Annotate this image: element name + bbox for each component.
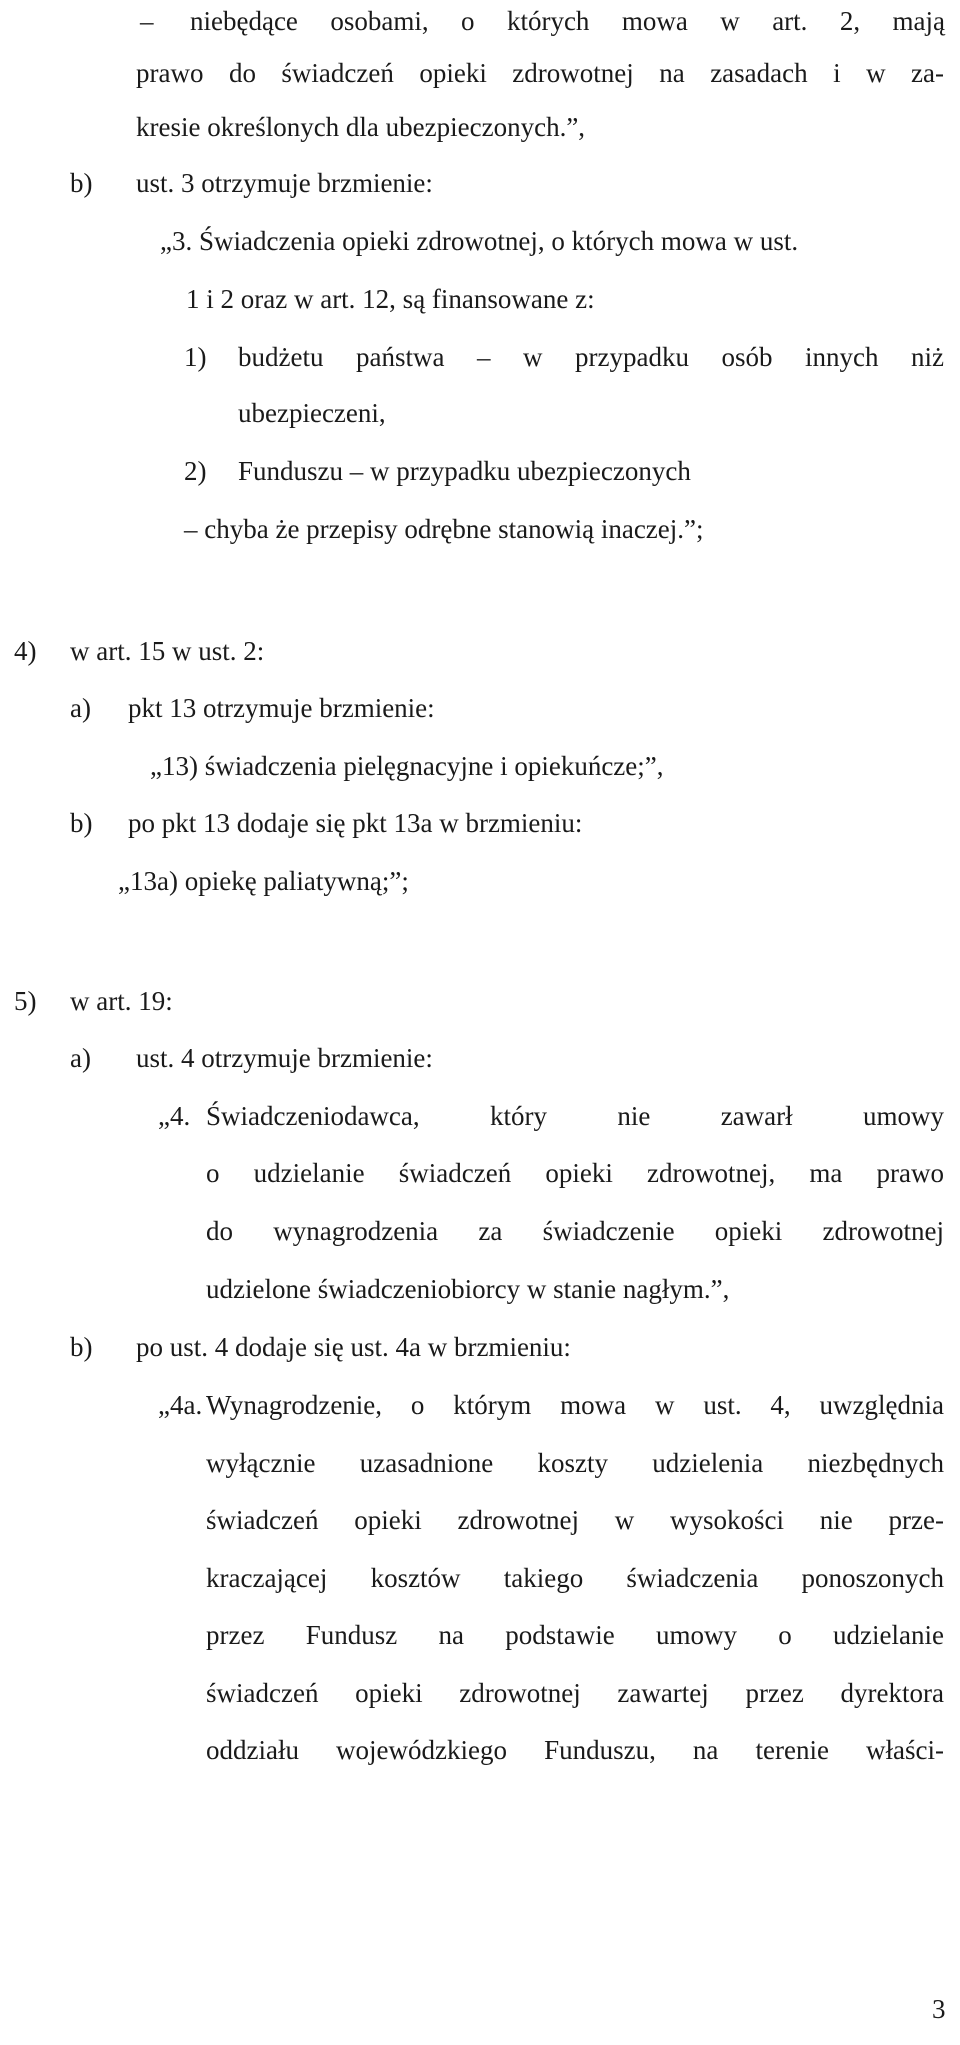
page-number: 3 xyxy=(932,1994,946,2024)
text-line: „4a. xyxy=(158,1390,203,1420)
text-line: „3. Świadczenia opieki zdrowotnej, o których mowa w ust. xyxy=(160,226,799,256)
text-line: przez Fundusz na podstawie umowy o udzielanie xyxy=(206,1620,944,1650)
text-line: w art. 19: xyxy=(70,986,173,1016)
list-marker: b) xyxy=(70,808,93,838)
text-line: po ust. 4 dodaje się ust. 4a w brzmieniu: xyxy=(136,1332,571,1362)
list-marker: 2) xyxy=(184,456,207,486)
dash-marker: – xyxy=(140,6,154,36)
text-line: 1 i 2 oraz w art. 12, są finansowane z: xyxy=(186,284,595,314)
text-line: ust. 3 otrzymuje brzmienie: xyxy=(136,168,433,198)
text-line: – chyba że przepisy odrębne stanowią inaczej.”; xyxy=(184,514,704,544)
text-line: udzielone świadczeniobiorcy w stanie nagłym.”, xyxy=(206,1274,730,1304)
text-line: świadczeń opieki zdrowotnej zawartej przez dyrektora xyxy=(206,1678,944,1708)
text-line: „4. xyxy=(158,1101,191,1131)
text-line: „13) świadczenia pielęgnacyjne i opiekuńcze;”, xyxy=(150,751,664,781)
text-line: ust. 4 otrzymuje brzmienie: xyxy=(136,1043,433,1073)
text-line: Funduszu – w przypadku ubezpieczonych xyxy=(238,456,691,486)
text-line: „13a) opiekę paliatywną;”; xyxy=(118,866,409,896)
list-marker: a) xyxy=(70,693,91,723)
text-line: oddziału wojewódzkiego Funduszu, na terenie właści- xyxy=(206,1735,944,1765)
list-marker: a) xyxy=(70,1043,91,1073)
list-marker: b) xyxy=(70,168,93,198)
text-line: niebędące osobami, o których mowa w art. 2, mają xyxy=(190,6,945,36)
text-line: pkt 13 otrzymuje brzmienie: xyxy=(128,693,435,723)
text-line: budżetu państwa – w przypadku osób innych niż xyxy=(238,342,944,372)
text-line: kraczającej kosztów takiego świadczenia ponoszonych xyxy=(206,1563,944,1593)
text-line: Wynagrodzenie, o którym mowa w ust. 4, uwzględnia xyxy=(206,1390,944,1420)
text-line: kresie określonych dla ubezpieczonych.”, xyxy=(136,112,586,142)
text-line: po pkt 13 dodaje się pkt 13a w brzmieniu: xyxy=(128,808,583,838)
text-line: świadczeń opieki zdrowotnej w wysokości nie prze- xyxy=(206,1505,944,1535)
text-line: wyłącznie uzasadnione koszty udzielenia niezbędnych xyxy=(206,1448,944,1478)
text-line: prawo do świadczeń opieki zdrowotnej na zasadach i w za- xyxy=(136,58,944,88)
list-marker: 1) xyxy=(184,342,207,372)
list-marker: b) xyxy=(70,1332,93,1362)
list-marker: 5) xyxy=(14,986,37,1016)
text-line: w art. 15 w ust. 2: xyxy=(70,636,265,666)
text-line: Świadczeniodawca, który nie zawarł umowy xyxy=(206,1101,944,1131)
text-line: o udzielanie świadczeń opieki zdrowotnej, ma prawo xyxy=(206,1158,944,1188)
text-line: ubezpieczeni, xyxy=(238,398,386,428)
text-line: do wynagrodzenia za świadczenie opieki zdrowotnej xyxy=(206,1216,944,1246)
list-marker: 4) xyxy=(14,636,37,666)
